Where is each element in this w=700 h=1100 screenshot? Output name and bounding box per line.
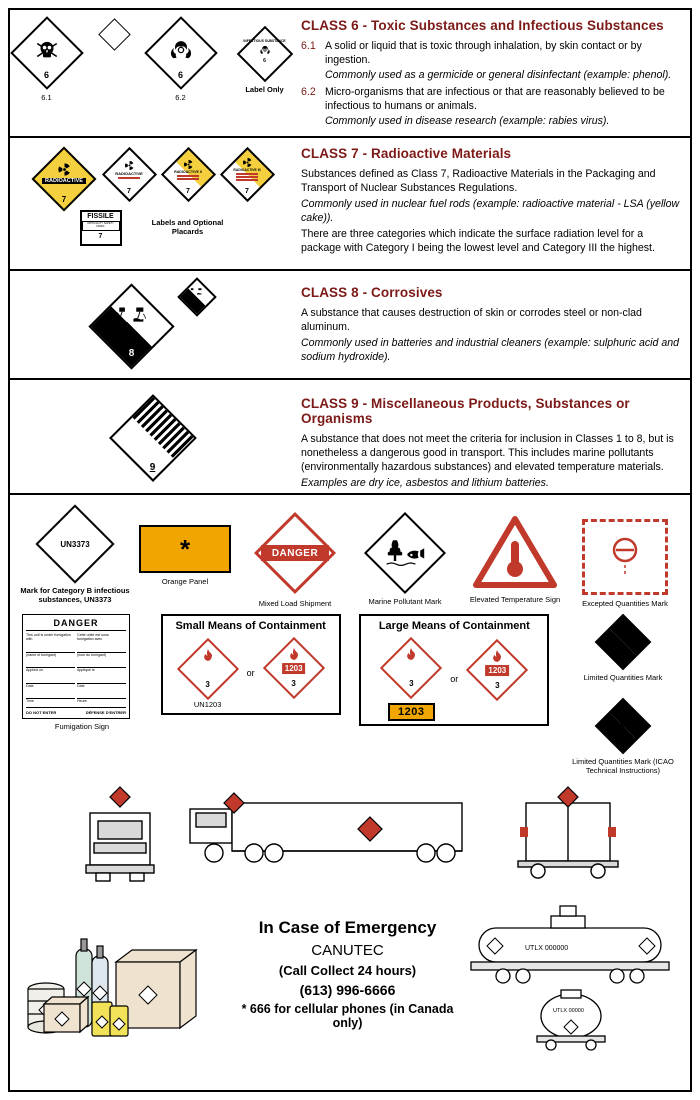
label-only-caption: Label Only xyxy=(245,85,284,94)
fumi-r4: Heure xyxy=(77,699,87,704)
class-6-label-number: 6 xyxy=(263,57,266,64)
radioactive-word-cat1: RADIOACTIVE xyxy=(115,170,143,176)
infectious-substance-label xyxy=(237,26,293,82)
class-6-1-note: Commonly used as a germicide or general disinfectant (example: phenol). xyxy=(325,69,672,82)
large-moc-title: Large Means of Containment xyxy=(378,620,530,632)
fissile-word: FISSILE xyxy=(87,213,114,220)
class-8-row xyxy=(10,271,690,380)
marks-row xyxy=(14,501,686,608)
orange-panel-star: * xyxy=(179,534,191,564)
blank-small-diamond xyxy=(99,18,129,48)
limited-quantities-caption: Limited Quantities Mark xyxy=(583,673,663,682)
excepted-quantities-icon xyxy=(602,534,648,580)
fumi-r3: Date xyxy=(77,683,85,688)
class-9-title: CLASS 9 - Miscellaneous Products, Substances or Organisms xyxy=(301,396,630,426)
fissile-number: 7 xyxy=(98,232,103,240)
excepted-quantities-caption: Excepted Quantities Mark xyxy=(582,599,668,608)
emergency-contact-block xyxy=(230,918,465,1030)
infectious-label-6-2 xyxy=(144,16,218,90)
toxic-label-6-1 xyxy=(10,16,84,90)
trefoil-icon xyxy=(242,157,253,168)
class-8-p1: Commonly used in batteries and industrial cleaners (example: sulphuric acid and sodium hydroxide). xyxy=(301,337,680,364)
mark-excepted-quantities xyxy=(570,505,680,608)
small-or-word: or xyxy=(246,668,255,679)
class-7-title: CLASS 7 - Radioactive Materials xyxy=(301,146,512,161)
class-7-labels-caption: Labels and Optional Placards xyxy=(151,218,224,237)
limited-quantities-icao-caption: Limited Quantities Mark (ICAO Technical Instructions) xyxy=(572,757,674,775)
packages-illustration xyxy=(20,894,230,1054)
un3373-text: UN3373 xyxy=(60,539,90,549)
fumigation-danger-word: DANGER xyxy=(26,618,126,631)
class-6-1-item xyxy=(301,39,680,67)
rail-end-mark: UTLX 00000 xyxy=(553,1008,584,1014)
class-6-2-caption: 6.2 xyxy=(175,93,186,102)
small-right-un: 1203 xyxy=(282,663,306,674)
mark-marine-pollutant xyxy=(350,505,460,606)
dangerous-goods-sheet xyxy=(8,8,692,1092)
class-7-p0: Substances defined as Class 7, Radioactive Materials in the Packaging and Transport of Nuclear Substances Regulations. xyxy=(301,168,656,195)
class-7-text xyxy=(295,138,690,269)
biohazard-icon xyxy=(168,37,194,63)
trucks-diagram xyxy=(18,781,686,889)
flame-icon xyxy=(201,648,215,662)
flammable-label-small-left xyxy=(177,638,239,700)
class-6-2-number: 6 xyxy=(177,70,183,80)
skull-crossbones-icon xyxy=(34,37,60,63)
class-8-text xyxy=(295,271,690,378)
vehicle-placement-illustrations xyxy=(14,775,686,894)
class-6-2-num: 6.2 xyxy=(301,86,316,99)
class-7-p2: There are three categories which indicate the surface radiation level for a package with Category I being the lowest level and Category III the highest. xyxy=(301,228,655,255)
corrosion-small-icon xyxy=(189,287,204,297)
tank-car-diagram xyxy=(465,894,677,1049)
class-8-p0: A substance that causes destruction of skin or corrodes steel or non-clad aluminum. xyxy=(301,307,642,334)
class-7-cat2-number: 7 xyxy=(186,188,190,195)
class-9-symbols xyxy=(10,380,295,493)
fumi-defense-entrer: DÉFENSE D'ENTRER xyxy=(85,709,126,715)
danger-word: DANGER xyxy=(261,545,329,561)
class-8-number: 8 xyxy=(128,348,135,359)
radioactive-category-3-label xyxy=(219,146,275,202)
fumi-r0: Cette unité est sous fumigation avec xyxy=(77,633,109,642)
infectious-substance-text: INFECTIOUS SUBSTANCE xyxy=(243,39,286,44)
large-left-class-num: 3 xyxy=(409,679,414,689)
class-8-title: CLASS 8 - Corrosives xyxy=(301,285,443,300)
mark-elevated-temperature xyxy=(460,505,570,604)
emergency-line-2: CANUTEC xyxy=(311,942,384,959)
elevated-temperature-triangle xyxy=(472,515,558,589)
class-6-2-text: Micro-organisms that are infectious or that are reasonably believed to be infectious to humans or animals. xyxy=(325,86,665,113)
rail-illustration xyxy=(465,894,680,1054)
class-7-cat1-number: 7 xyxy=(127,188,131,195)
class-6-1-number: 6 xyxy=(43,70,49,80)
emergency-phone-number: (613) 996-6666 xyxy=(299,982,396,998)
class-6-title: CLASS 6 - Toxic Substances and Infectious Substances xyxy=(301,18,664,33)
class-6-symbols xyxy=(10,10,295,136)
rail-reporting-mark: UTLX 000000 xyxy=(525,945,569,952)
limited-quantities-mark xyxy=(568,614,678,682)
trefoil-icon xyxy=(124,160,135,171)
fumi-l1: (name of fumigant) xyxy=(26,652,57,657)
small-right-class-num: 3 xyxy=(291,679,296,689)
mixed-load-caption: Mixed Load Shipment xyxy=(258,599,332,608)
fumi-l3: Date xyxy=(26,683,34,688)
marks-and-signs-section xyxy=(10,495,690,1090)
fumi-r1: (nom du fumigant) xyxy=(77,652,107,657)
radioactive-word-cat3: RADIOACTIVE III xyxy=(233,168,261,172)
flammable-label-large-left xyxy=(380,637,442,699)
large-right-class-num: 3 xyxy=(495,680,500,690)
class-6-1-caption: 6.1 xyxy=(41,93,52,102)
corrosive-small-label xyxy=(177,277,217,317)
radioactive-placard xyxy=(31,146,97,212)
large-right-un: 1203 xyxy=(485,665,509,676)
mark-mixed-load xyxy=(240,505,350,608)
elevated-temperature-caption: Elevated Temperature Sign xyxy=(469,595,561,604)
flame-icon xyxy=(404,647,418,661)
class-7-symbols xyxy=(10,138,295,269)
emergency-line-5: * 666 for cellular phones (in Canada only) xyxy=(241,1002,454,1030)
fumi-r2: Appliqué le xyxy=(77,668,95,673)
packages-drums-cylinders xyxy=(20,894,225,1049)
class-9-placard xyxy=(109,394,197,482)
class-8-symbols xyxy=(10,271,295,378)
limited-quantities-block xyxy=(568,614,678,775)
orange-panel-caption: Orange Panel xyxy=(161,577,209,586)
biohazard-small-icon xyxy=(259,44,271,56)
mark-category-b xyxy=(20,505,130,604)
class-6-text xyxy=(295,10,690,136)
small-left-class-num: 3 xyxy=(205,679,210,689)
containment-row xyxy=(14,608,686,775)
fumigation-caption: Fumigation Sign xyxy=(54,721,110,731)
class-6-1-num: 6.1 xyxy=(301,40,316,52)
class-9-text xyxy=(295,380,690,493)
flammable-label-large-right xyxy=(466,639,528,701)
class-9-p1: Examples are dry ice, asbestos and lithium batteries. xyxy=(301,477,549,490)
mark-category-b-caption: Mark for Category B infectious substances, UN3373 xyxy=(20,586,130,604)
emergency-line-1: In Case of Emergency xyxy=(258,918,437,937)
small-moc-title: Small Means of Containment xyxy=(175,620,326,632)
flame-icon xyxy=(490,649,504,663)
fumi-do-not-enter: DO NOT ENTER xyxy=(26,709,57,715)
large-or-word: or xyxy=(450,673,459,684)
class-7-p1: Commonly used in nuclear fuel rods (example: radioactive material - LSA (yellow cake)). xyxy=(301,198,680,225)
radioactive-word-cat2: RADIOACTIVE II xyxy=(174,169,202,174)
marine-pollutant-caption: Marine Pollutant Mark xyxy=(368,597,442,606)
corrosive-placard xyxy=(89,283,175,369)
class-6-2-item xyxy=(301,85,680,113)
flame-icon xyxy=(287,647,301,661)
radioactive-category-1-label xyxy=(101,146,157,202)
flammable-label-small-right xyxy=(263,637,325,699)
fumi-l0: This unit is under fumigation with xyxy=(26,633,71,642)
fumi-l4: Time xyxy=(26,699,34,704)
mark-orange-panel xyxy=(130,505,240,586)
radioactive-category-2-label xyxy=(160,146,216,202)
class-6-row xyxy=(10,10,690,138)
class-7-cat3-number: 7 xyxy=(245,188,249,195)
class-9-row xyxy=(10,380,690,495)
trefoil-icon xyxy=(183,159,194,170)
emergency-line-3: (Call Collect 24 hours) xyxy=(278,963,417,978)
class-9-p0: A substance that does not meet the criteria for inclusion in Classes 1 to 8, but is nonetheless a dangerous good in transport. This includes marine pollutants (environmentally hazardous substances) and elevated temperature materials. xyxy=(301,433,674,474)
class-9-number: 9 xyxy=(149,462,156,473)
corrosion-icon xyxy=(115,305,149,327)
trefoil-icon xyxy=(57,162,72,177)
limited-quantities-icao-mark xyxy=(568,698,678,775)
small-means-of-containment xyxy=(161,614,341,715)
class-7-row xyxy=(10,138,690,271)
emergency-row xyxy=(14,894,686,1054)
class-6-1-text: A solid or liquid that is toxic through inhalation, by skin contact or by ingestion. xyxy=(325,40,642,67)
class-6-2-note: Commonly used in disease research (example: rabies virus). xyxy=(325,115,610,128)
class-7-placard-number: 7 xyxy=(61,195,67,204)
icao-y-glyph: Y xyxy=(617,717,629,734)
dead-fish-tree-icon xyxy=(385,537,425,569)
fissile-label xyxy=(70,210,132,250)
small-left-un: UN1203 xyxy=(193,699,222,709)
un-number-plate: 1203 xyxy=(388,703,434,721)
fumi-l2: Applied on xyxy=(26,668,43,673)
fissile-criticality-index: CRITICALITY SAFETY INDEX xyxy=(82,221,120,231)
fumigation-block xyxy=(22,614,142,731)
radioactive-word-placard: RADIOACTIVE xyxy=(42,178,86,184)
large-means-of-containment xyxy=(359,614,549,726)
